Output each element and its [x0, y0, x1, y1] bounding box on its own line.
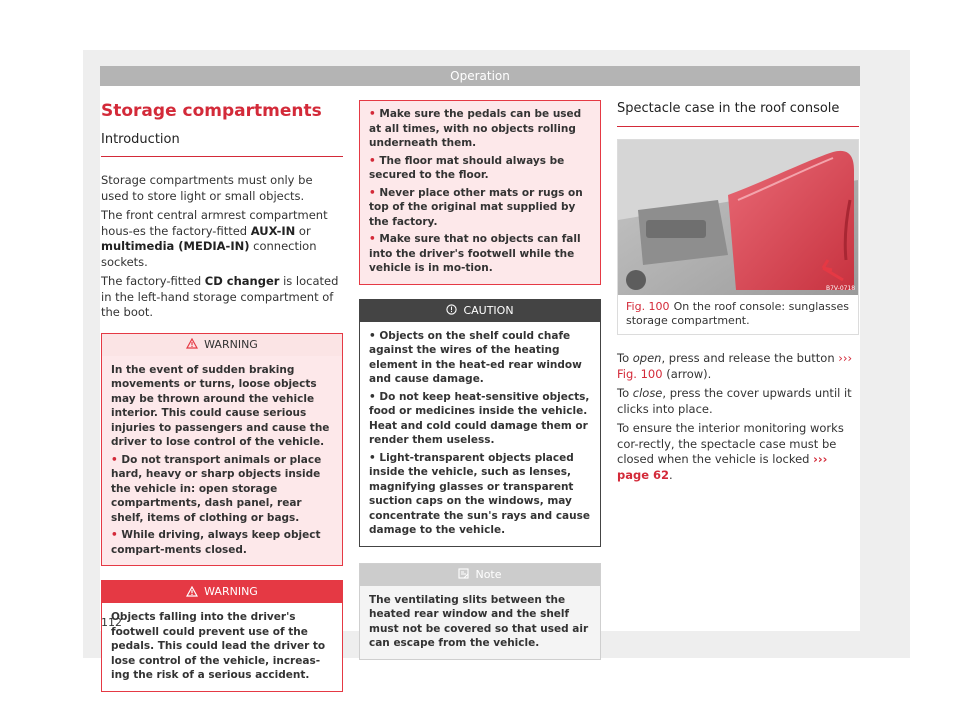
caution-circle-icon	[446, 304, 457, 315]
warning-header: WARNING	[102, 581, 342, 603]
list-item: • Do not transport animals or place hard, heavy or sharp objects inside the vehicle in: open storage compartments, dash panel, rear shelf, items of clothing or bags.	[111, 453, 322, 524]
section-title: Spectacle case in the roof console	[617, 100, 859, 127]
warning-body: Objects falling into the driver's footwell could prevent use of the pedals. This could lead the driver to lose control of the vehicle, increas-ing the risk of a serious accident.	[102, 603, 342, 691]
list-item: • Objects on the shelf could chafe against the wires of the heating element in the heat-ed rear window and cause damage.	[369, 329, 582, 385]
column-left	[101, 100, 343, 692]
intro-paragraph: Storage compartments must only be used to store light or small objects.	[101, 173, 313, 203]
cd-changer-paragraph: The factory-fitted CD changer is located in the left-hand storage compartment of the boot.	[101, 274, 339, 319]
column-right	[617, 100, 859, 487]
page-number: 112	[101, 616, 122, 629]
section-subtitle: Introduction	[101, 132, 343, 157]
photo-code: B7V-0718	[826, 285, 856, 292]
note-header: Note	[360, 564, 600, 586]
warning-header: WARNING	[102, 334, 342, 356]
list-item: • While driving, always keep object compart-ments closed.	[111, 529, 321, 556]
caution-body	[360, 322, 600, 546]
warning-body	[360, 101, 600, 284]
page-link[interactable]: ››› page 62	[617, 452, 828, 482]
warning-triangle-icon	[186, 586, 198, 597]
note-body: The ventilating slits between the heated rear window and the shelf must not be covered so that used air can escape from the vehicle.	[360, 586, 600, 659]
list-item: • Do not keep heat-sensitive objects, food or medicines inside the vehicle. Heat and cold could damage them or render them useless.	[369, 390, 590, 446]
warning-box-1	[101, 333, 343, 567]
armrest-paragraph: The front central armrest compartment hous-es the factory-fitted AUX-IN or multimedia (MEDIA-IN) connection sockets.	[101, 208, 328, 269]
warning-body: In the event of sudden braking movements or turns, loose objects may be thrown around the vehicle interior. This could cause serious injuries to passengers and cause the driver to lose control of the vehicle. • Do not transport animals or place hard, heavy or sharp objects inside the vehicle in: open storage compartments, dash panel, rear shelf, items of clothing or bags. • While driving, always keep object compart-ments closed.	[102, 356, 342, 566]
caution-header: CAUTION	[360, 300, 600, 322]
warning-box-continued	[359, 100, 601, 285]
column-middle	[359, 100, 601, 660]
figure-caption: Fig. 100 On the roof console: sunglasses storage compartment.	[626, 300, 849, 327]
open-instruction: To open, press and release the button ››› Fig. 100 (arrow).	[617, 351, 853, 381]
figure-100	[617, 139, 859, 335]
page-title: Storage compartments	[101, 101, 322, 121]
section-header: Operation	[100, 66, 860, 86]
list-item: • Make sure that no objects can fall into the driver's footwell while the vehicle is in mo-tion.	[369, 233, 581, 274]
roof-console-photo	[618, 140, 858, 295]
warning-triangle-icon	[186, 338, 198, 349]
close-instruction: To close, press the cover upwards until it clicks into place.	[617, 386, 852, 416]
monitoring-paragraph: To ensure the interior monitoring works cor-rectly, the spectacle case must be closed when the vehicle is locked ››› page 62.	[617, 421, 844, 482]
list-item: • Make sure the pedals can be used at all times, with no objects rolling underneath them.	[369, 108, 582, 149]
note-box	[359, 563, 601, 660]
list-item: • Light-transparent objects placed inside the vehicle, such as lenses, magnifying glasses or transparent suction caps on the windows, may concentrate the sun's rays and cause damage to the vehicle.	[369, 451, 590, 536]
figure-link[interactable]: ››› Fig. 100	[617, 351, 853, 381]
list-item: • Never place other mats or rugs on top of the original mat supplied by the factory.	[369, 186, 583, 228]
list-item: • The floor mat should always be secured to the floor.	[369, 154, 565, 181]
caution-box	[359, 299, 601, 547]
figure-label: Fig. 100	[626, 300, 670, 313]
warning-box-2	[101, 580, 343, 692]
note-icon	[458, 568, 469, 579]
